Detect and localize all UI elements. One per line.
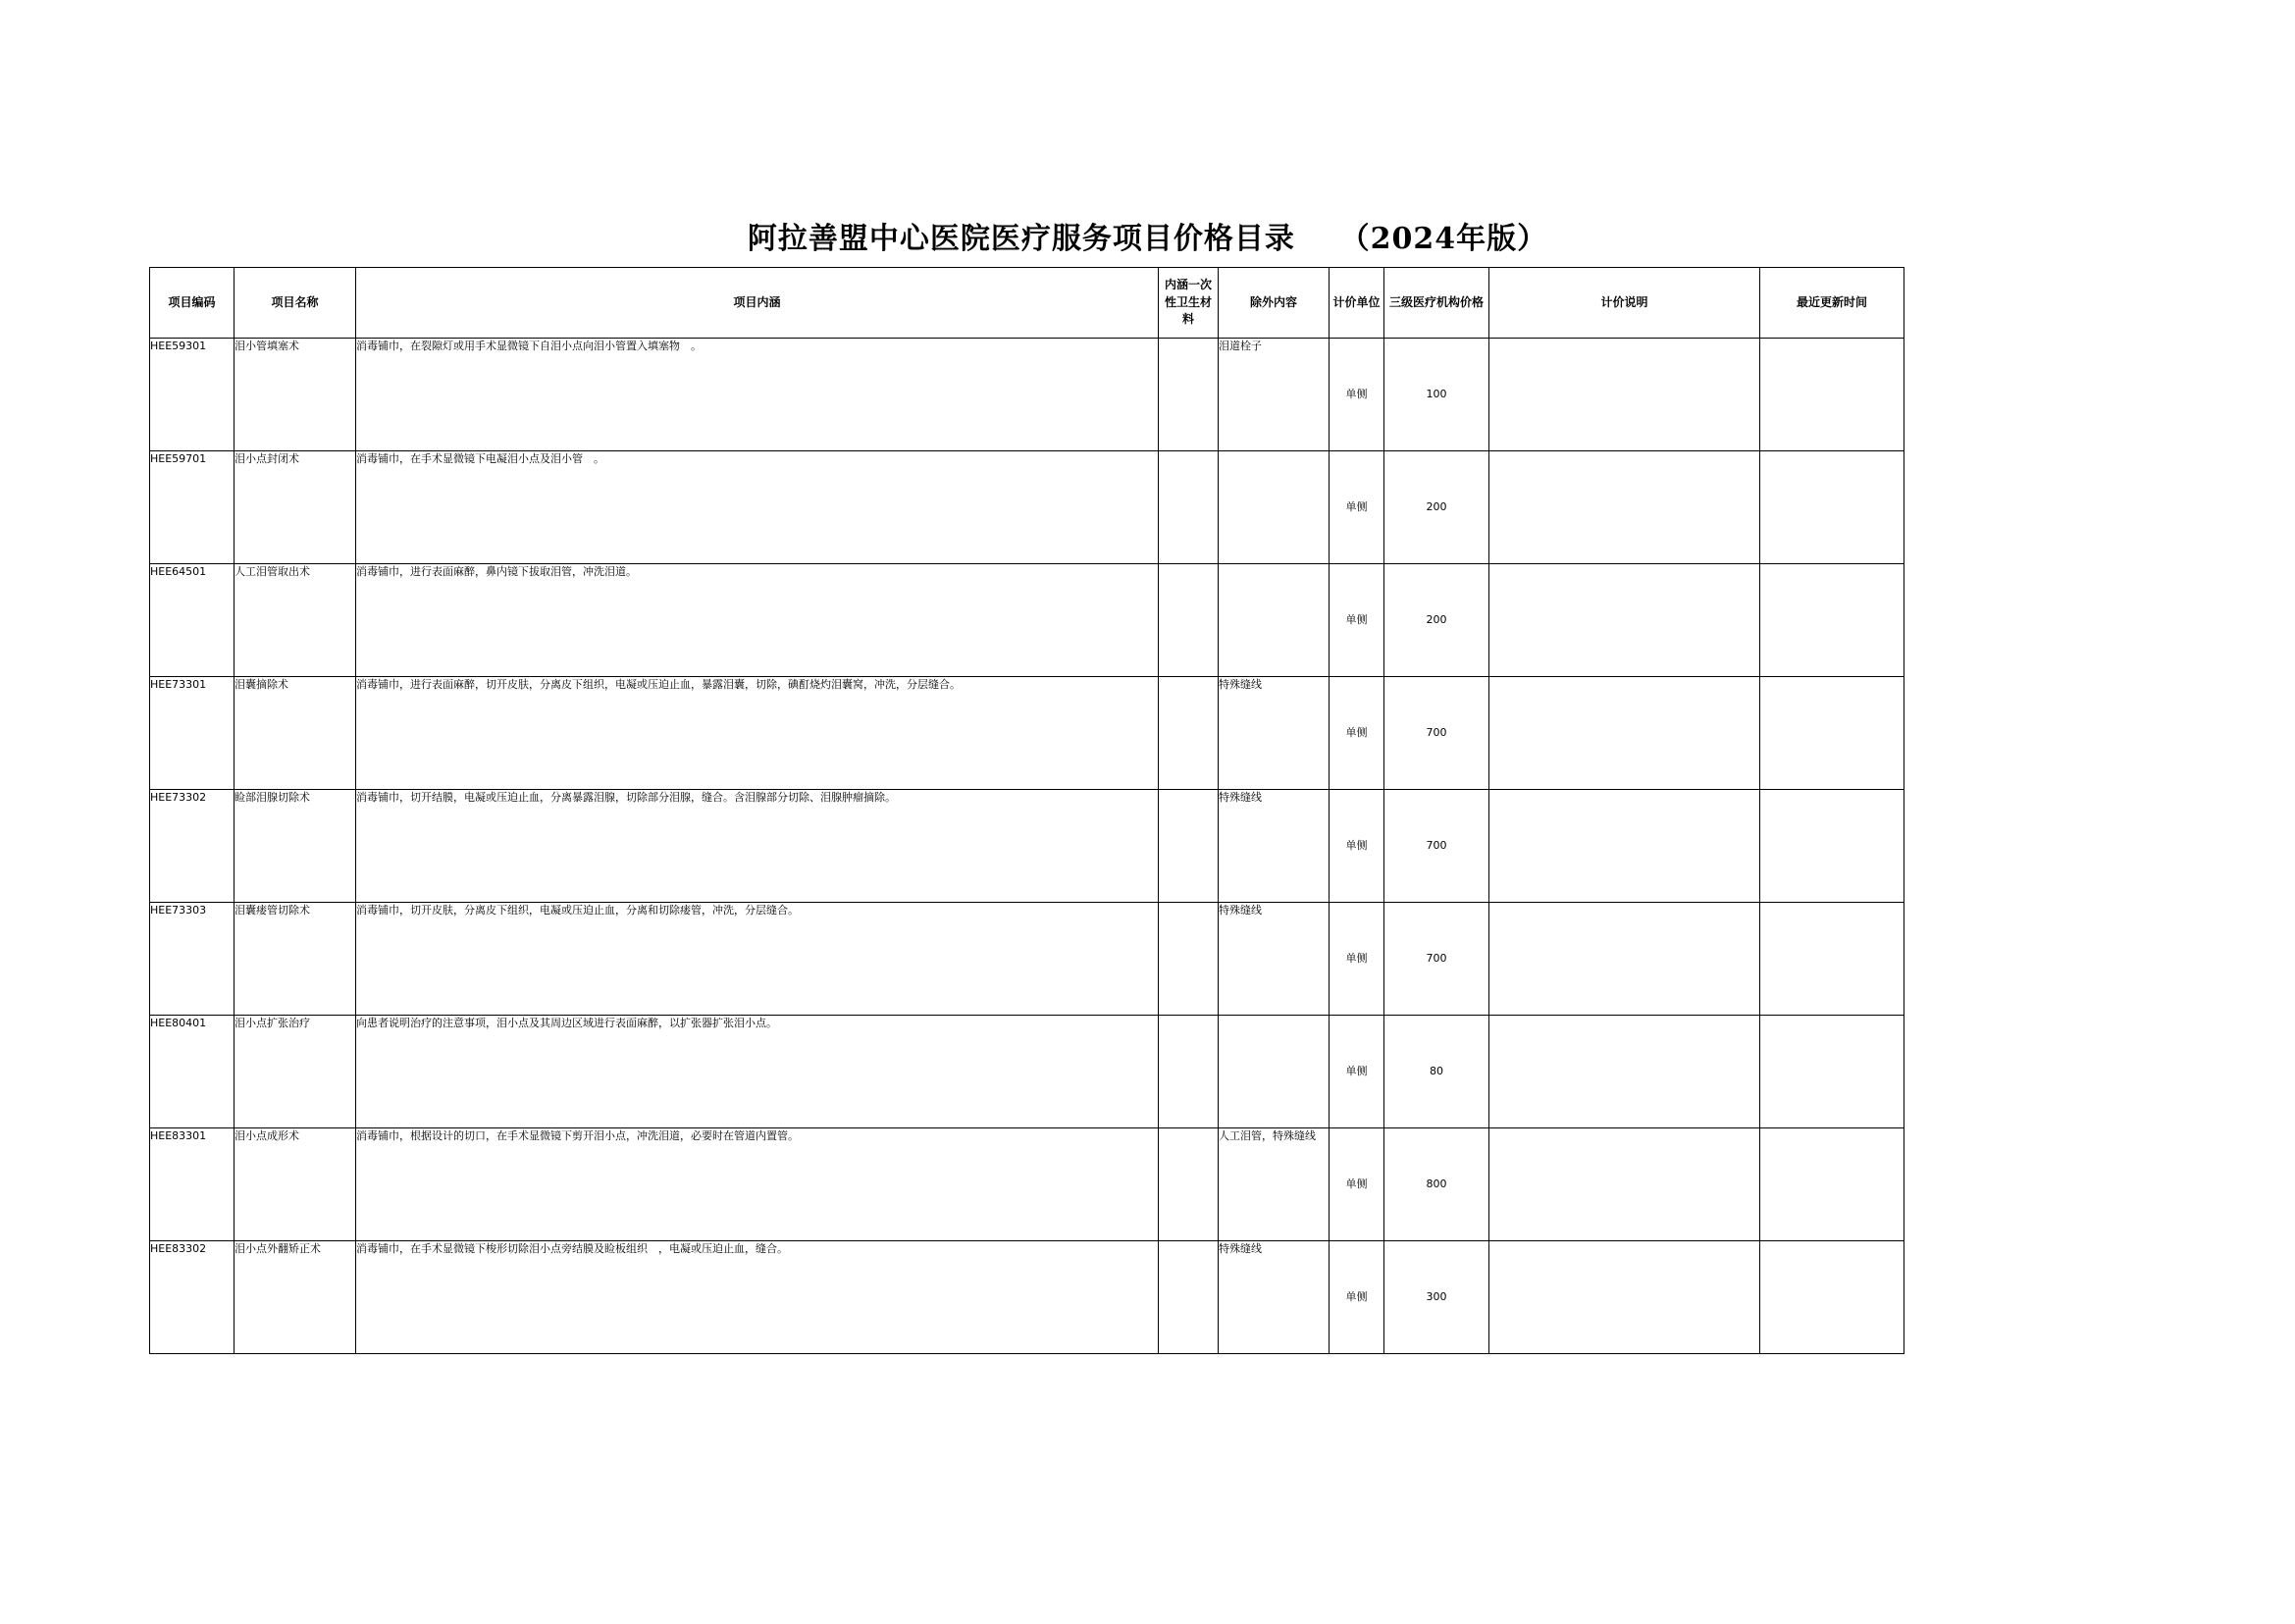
cell-disposable [1159, 339, 1219, 451]
cell-unit: 单侧 [1330, 564, 1384, 677]
cell-unit: 单侧 [1330, 903, 1384, 1016]
header-price: 三级医疗机构价格 [1384, 268, 1489, 339]
cell-unit: 单侧 [1330, 790, 1384, 903]
cell-unit: 单侧 [1330, 451, 1384, 564]
title-edition: （2024年版） [1339, 222, 1548, 256]
cell-disposable [1159, 564, 1219, 677]
table-row [150, 1016, 1904, 1128]
cell-note [1489, 451, 1760, 564]
cell-unit: 单侧 [1330, 677, 1384, 790]
table-row [150, 1128, 1904, 1241]
cell-price: 800 [1384, 1128, 1489, 1241]
cell-note [1489, 1128, 1760, 1241]
cell-note [1489, 790, 1760, 903]
cell-unit: 单侧 [1330, 339, 1384, 451]
cell-code: HEE80401 [150, 1016, 235, 1128]
cell-updated [1760, 451, 1904, 564]
cell-excluded: 特殊缝线 [1219, 677, 1330, 790]
cell-name: 人工泪管取出术 [235, 564, 356, 677]
cell-name: 睑部泪腺切除术 [235, 790, 356, 903]
cell-name: 泪小管填塞术 [235, 339, 356, 451]
cell-code: HEE59301 [150, 339, 235, 451]
cell-disposable [1159, 790, 1219, 903]
cell-price: 700 [1384, 903, 1489, 1016]
cell-disposable [1159, 677, 1219, 790]
cell-updated [1760, 1128, 1904, 1241]
cell-unit: 单侧 [1330, 1128, 1384, 1241]
cell-unit: 单侧 [1330, 1241, 1384, 1354]
cell-disposable [1159, 451, 1219, 564]
cell-code: HEE59701 [150, 451, 235, 564]
cell-price: 200 [1384, 564, 1489, 677]
cell-price: 100 [1384, 339, 1489, 451]
cell-code: HEE73302 [150, 790, 235, 903]
document-title [0, 214, 2295, 257]
cell-name: 泪小点成形术 [235, 1128, 356, 1241]
cell-disposable [1159, 1016, 1219, 1128]
cell-content: 向患者说明治疗的注意事项，泪小点及其周边区域进行表面麻醉，以扩张器扩张泪小点。 [356, 1016, 1159, 1128]
cell-updated [1760, 903, 1904, 1016]
cell-code: HEE73303 [150, 903, 235, 1016]
table-row [150, 903, 1904, 1016]
cell-code: HEE83301 [150, 1128, 235, 1241]
cell-excluded [1219, 451, 1330, 564]
cell-name: 泪囊摘除术 [235, 677, 356, 790]
header-unit: 计价单位 [1330, 268, 1384, 339]
title-main: 阿拉善盟中心医院医疗服务项目价格目录 [747, 222, 1295, 256]
cell-price: 700 [1384, 790, 1489, 903]
cell-excluded [1219, 1016, 1330, 1128]
table-row [150, 1241, 1904, 1354]
cell-updated [1760, 564, 1904, 677]
cell-name: 泪囊瘘管切除术 [235, 903, 356, 1016]
header-code: 项目编码 [150, 268, 235, 339]
cell-excluded: 特殊缝线 [1219, 1241, 1330, 1354]
cell-excluded [1219, 564, 1330, 677]
cell-disposable [1159, 1241, 1219, 1354]
cell-name: 泪小点封闭术 [235, 451, 356, 564]
cell-code: HEE73301 [150, 677, 235, 790]
cell-content: 消毒铺巾，根据设计的切口，在手术显微镜下剪开泪小点，冲洗泪道，必要时在管道内置管。 [356, 1128, 1159, 1241]
cell-code: HEE83302 [150, 1241, 235, 1354]
cell-content: 消毒铺巾，在手术显微镜下梭形切除泪小点旁结膜及睑板组织 ，电凝或压迫止血，缝合。 [356, 1241, 1159, 1354]
table-row [150, 677, 1904, 790]
cell-disposable [1159, 1128, 1219, 1241]
table-row [150, 790, 1904, 903]
cell-excluded: 特殊缝线 [1219, 903, 1330, 1016]
cell-updated [1760, 677, 1904, 790]
cell-price: 200 [1384, 451, 1489, 564]
cell-content: 消毒铺巾，切开结膜，电凝或压迫止血，分离暴露泪腺，切除部分泪腺，缝合。含泪腺部分切除、泪腺肿瘤摘除。 [356, 790, 1159, 903]
cell-code: HEE64501 [150, 564, 235, 677]
header-content: 项目内涵 [356, 268, 1159, 339]
cell-disposable [1159, 903, 1219, 1016]
cell-note [1489, 903, 1760, 1016]
header-excluded: 除外内容 [1219, 268, 1330, 339]
cell-updated [1760, 339, 1904, 451]
cell-content: 消毒铺巾，在手术显微镜下电凝泪小点及泪小管 。 [356, 451, 1159, 564]
cell-excluded: 人工泪管，特殊缝线 [1219, 1128, 1330, 1241]
cell-content: 消毒铺巾，进行表面麻醉，切开皮肤，分离皮下组织，电凝或压迫止血，暴露泪囊，切除，碘酊烧灼泪囊窝，冲洗，分层缝合。 [356, 677, 1159, 790]
header-updated: 最近更新时间 [1760, 268, 1904, 339]
header-note: 计价说明 [1489, 268, 1760, 339]
cell-price: 80 [1384, 1016, 1489, 1128]
cell-excluded: 特殊缝线 [1219, 790, 1330, 903]
header-disposable: 内涵一次性卫生材料 [1159, 268, 1219, 339]
cell-unit: 单侧 [1330, 1016, 1384, 1128]
table-row [150, 451, 1904, 564]
cell-price: 700 [1384, 677, 1489, 790]
cell-name: 泪小点外翻矫正术 [235, 1241, 356, 1354]
table-row [150, 339, 1904, 451]
cell-excluded: 泪道栓子 [1219, 339, 1330, 451]
cell-updated [1760, 790, 1904, 903]
cell-updated [1760, 1016, 1904, 1128]
cell-note [1489, 677, 1760, 790]
table-header-row [150, 268, 1904, 339]
cell-price: 300 [1384, 1241, 1489, 1354]
cell-content: 消毒铺巾，进行表面麻醉，鼻内镜下拔取泪管，冲洗泪道。 [356, 564, 1159, 677]
cell-name: 泪小点扩张治疗 [235, 1016, 356, 1128]
cell-note [1489, 1016, 1760, 1128]
cell-content: 消毒铺巾，切开皮肤，分离皮下组织，电凝或压迫止血，分离和切除瘘管，冲洗，分层缝合。 [356, 903, 1159, 1016]
cell-note [1489, 1241, 1760, 1354]
header-name: 项目名称 [235, 268, 356, 339]
cell-note [1489, 339, 1760, 451]
cell-note [1489, 564, 1760, 677]
cell-updated [1760, 1241, 1904, 1354]
price-catalog-table [149, 267, 1904, 1354]
cell-content: 消毒铺巾，在裂隙灯或用手术显微镜下自泪小点向泪小管置入填塞物 。 [356, 339, 1159, 451]
table-row [150, 564, 1904, 677]
